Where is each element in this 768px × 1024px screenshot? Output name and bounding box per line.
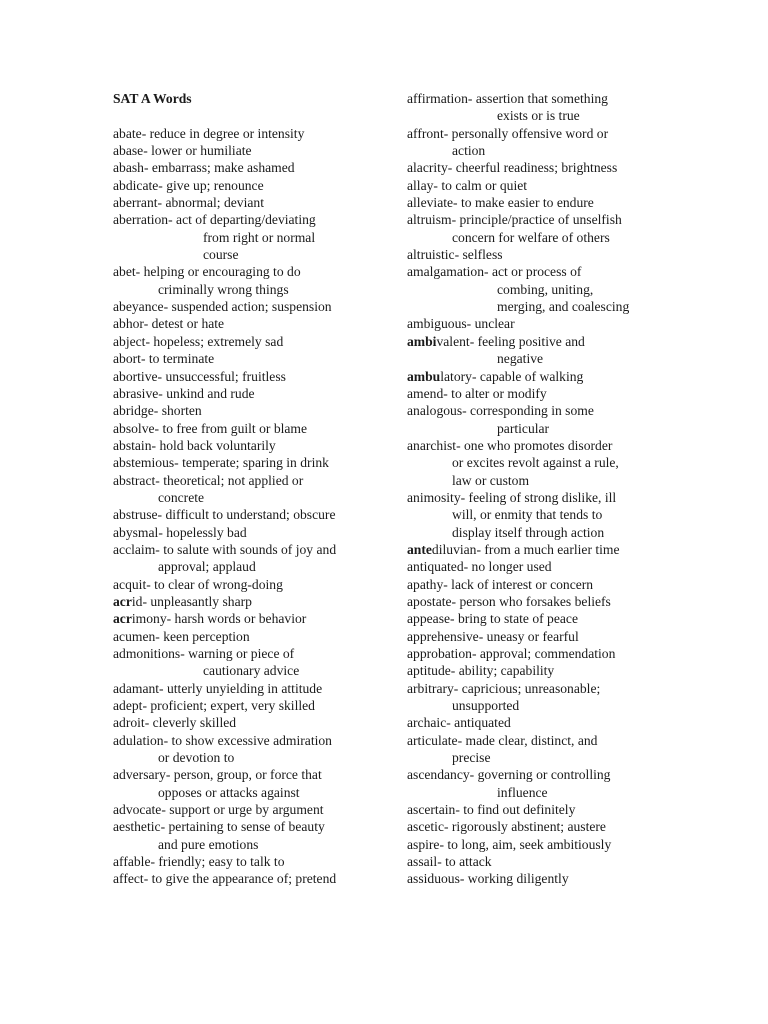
vocab-definition: - harsh words or behavior <box>166 611 307 627</box>
vocab-definition: - feeling of strong dislike, ill <box>460 489 617 505</box>
definition-continuation: or devotion to <box>158 750 235 766</box>
vocab-line <box>407 558 707 575</box>
vocab-word: adept <box>113 698 143 714</box>
vocab-word: admonitions <box>113 646 181 661</box>
vocab-line <box>113 714 388 731</box>
vocab-entry <box>407 90 707 125</box>
vocab-definition: - selfless <box>454 247 503 263</box>
vocab-line <box>113 680 388 697</box>
definition-continuation: particular <box>497 420 550 436</box>
definition-continuation: negative <box>497 351 544 367</box>
definition-continuation: approval; applaud <box>158 559 256 575</box>
vocab-line <box>407 645 707 662</box>
vocab-line <box>407 766 707 783</box>
vocab-line <box>407 211 707 228</box>
vocab-entry <box>113 125 388 142</box>
definition-continuation: concrete <box>158 489 205 505</box>
vocab-entry <box>113 159 388 176</box>
vocab-line <box>407 593 707 610</box>
vocab-word: abash <box>113 160 144 176</box>
vocab-word: archaic <box>407 715 447 731</box>
vocab-word: adamant <box>113 680 160 696</box>
vocab-word: id <box>131 593 143 609</box>
vocab-entry <box>113 541 388 576</box>
vocab-definition: - utterly unyielding in attitude <box>159 680 323 696</box>
vocab-entry <box>407 315 707 332</box>
vocab-definition: - no longer used <box>463 559 552 575</box>
vocab-line <box>113 142 388 159</box>
vocab-word: amend <box>407 385 444 401</box>
vocab-line <box>407 90 707 107</box>
vocab-word: abridge <box>113 403 154 419</box>
vocab-entry <box>113 766 388 801</box>
vocab-line <box>113 818 388 835</box>
vocab-word: affront <box>407 125 444 141</box>
vocab-entry <box>113 853 388 870</box>
vocab-definition: - unpleasantly sharp <box>142 593 252 609</box>
vocab-entry <box>407 628 707 645</box>
vocab-definition: - unsuccessful; fruitless <box>157 368 286 384</box>
vocab-word: aberrant <box>113 195 158 211</box>
vocab-word: arbitrary <box>407 680 454 696</box>
vocab-line <box>113 628 388 645</box>
vocab-entry <box>407 194 707 211</box>
vocab-line <box>407 263 707 280</box>
vocab-line <box>113 593 388 610</box>
vocab-definition: - unclear <box>466 316 515 332</box>
vocab-definition: - capricious; unreasonable; <box>453 680 601 696</box>
vocab-word: apostate <box>407 593 452 609</box>
vocab-definition: - warning or piece of <box>180 646 295 661</box>
vocab-line <box>113 610 388 627</box>
vocab-line <box>113 194 388 211</box>
vocab-entry <box>113 350 388 367</box>
vocab-entry <box>113 506 388 523</box>
definition-continuation: concern for welfare of others <box>452 229 610 245</box>
vocab-entry <box>113 385 388 402</box>
vocab-word: anarchist <box>407 437 457 453</box>
vocab-line <box>407 402 707 419</box>
vocab-entry <box>407 385 707 402</box>
definition-continuation: merging, and coalescing <box>497 299 630 315</box>
vocab-entry <box>113 870 388 887</box>
vocab-entry <box>113 680 388 697</box>
vocab-definition: - detest or hate <box>143 316 225 332</box>
vocab-word: appease <box>407 611 451 627</box>
vocab-line <box>113 541 388 558</box>
vocab-word: abstract <box>113 472 156 488</box>
vocab-word: acclaim <box>113 541 156 557</box>
vocab-word: abortive <box>113 368 158 384</box>
vocab-definition: - to terminate <box>140 351 215 367</box>
vocab-word: valent <box>436 333 470 349</box>
vocab-definition: - rigorously abstinent; austere <box>443 819 606 835</box>
vocab-entry <box>407 246 707 263</box>
vocab-line <box>113 454 388 471</box>
vocab-word: alacrity <box>407 160 448 176</box>
vocab-word: abdicate <box>113 177 159 193</box>
vocab-definition: - ability; capability <box>450 663 555 679</box>
vocab-definition: - corresponding in some <box>462 403 594 419</box>
vocab-entry <box>407 489 707 541</box>
vocab-definition: - to attack <box>437 854 492 870</box>
vocab-entry <box>113 697 388 714</box>
vocab-entry <box>407 766 707 801</box>
vocab-line <box>407 714 707 731</box>
vocab-line <box>407 801 707 818</box>
vocab-line <box>407 732 707 749</box>
word-root-bold: ante <box>407 541 432 557</box>
vocab-word: altruism <box>407 212 452 228</box>
vocab-line <box>407 870 707 887</box>
vocab-word: approbation <box>407 646 472 661</box>
vocab-entry <box>113 454 388 471</box>
vocab-word: amalgamation <box>407 264 485 280</box>
vocab-entry <box>113 263 388 298</box>
vocab-entry <box>113 818 388 853</box>
vocab-word: abeyance <box>113 299 164 315</box>
vocab-word: aesthetic <box>113 819 161 835</box>
vocab-definition: - pertaining to sense of beauty <box>160 819 325 835</box>
vocab-entry <box>407 645 707 662</box>
vocab-entry <box>113 732 388 767</box>
vocab-definition: - to make easier to endure <box>453 195 594 211</box>
vocab-definition: - lack of interest or concern <box>443 576 594 592</box>
vocab-entry <box>407 437 707 489</box>
vocab-definition: - suspended action; suspension <box>163 299 332 315</box>
vocab-entry <box>407 732 707 767</box>
vocab-line <box>407 315 707 332</box>
vocab-definition: - approval; commendation <box>471 646 616 661</box>
vocab-definition: - personally offensive word or <box>443 125 609 141</box>
vocab-word: adroit <box>113 715 145 731</box>
vocab-line <box>407 333 707 350</box>
vocab-entry <box>407 853 707 870</box>
vocab-line <box>113 437 388 454</box>
vocab-definition: - antiquated <box>446 715 511 731</box>
vocab-definition: - cleverly skilled <box>144 715 237 731</box>
vocab-definition: - support or urge by argument <box>161 802 324 818</box>
vocab-entry <box>407 333 707 368</box>
definition-continuation: or excites revolt against a rule, <box>452 455 619 471</box>
vocab-word: adulation <box>113 732 164 748</box>
vocab-line <box>113 298 388 315</box>
vocab-entry <box>113 801 388 818</box>
vocab-entry <box>113 211 388 263</box>
vocab-definition: - lower or humiliate <box>143 143 252 159</box>
vocab-definition: - give up; renounce <box>158 177 264 193</box>
definition-continuation: exists or is true <box>497 108 580 124</box>
vocab-entry <box>407 801 707 818</box>
vocab-definition: - difficult to understand; obscure <box>157 507 336 523</box>
vocab-word: acumen <box>113 628 156 644</box>
vocab-definition: - uneasy or fearful <box>478 628 579 644</box>
vocab-line <box>113 385 388 402</box>
vocab-entry <box>407 662 707 679</box>
vocab-word: abort <box>113 351 141 367</box>
definition-continuation: and pure emotions <box>158 836 259 852</box>
vocab-word: abhor <box>113 316 144 332</box>
vocab-line <box>407 489 707 506</box>
vocab-definition: - unkind and rude <box>158 385 255 401</box>
left-column <box>113 90 388 888</box>
vocab-word: aptitude <box>407 663 451 679</box>
vocab-definition: - capable of walking <box>471 368 584 384</box>
vocab-definition: - act or process of <box>484 264 582 280</box>
vocab-line <box>407 177 707 194</box>
vocab-definition: - person who forsakes beliefs <box>451 593 611 609</box>
vocab-line <box>113 402 388 419</box>
vocab-line <box>407 194 707 211</box>
vocab-line <box>113 576 388 593</box>
vocab-definition: - assertion that something <box>467 91 608 106</box>
vocab-line <box>113 368 388 385</box>
vocab-line <box>407 576 707 593</box>
vocab-definition: - hold back voluntarily <box>151 437 276 453</box>
vocab-entry <box>407 558 707 575</box>
vocab-line <box>407 368 707 385</box>
vocab-entry <box>407 870 707 887</box>
vocab-definition: - hopeless; extremely sad <box>145 333 284 349</box>
vocab-word: assiduous <box>407 871 460 887</box>
vocab-entry <box>113 142 388 159</box>
vocab-line <box>407 818 707 835</box>
vocab-line <box>113 853 388 870</box>
vocab-word: aberration <box>113 212 169 228</box>
definition-continuation: course <box>203 247 239 263</box>
vocab-entry <box>113 333 388 350</box>
vocab-word: animosity <box>407 489 461 505</box>
vocab-entry <box>407 576 707 593</box>
vocab-line <box>407 437 707 454</box>
vocab-word: diluvian <box>431 541 477 557</box>
vocab-definition: - to show excessive admiration <box>163 732 332 748</box>
vocab-definition: - keen perception <box>155 628 250 644</box>
definition-continuation: will, or enmity that tends to <box>452 507 603 523</box>
vocab-line <box>113 177 388 194</box>
vocab-definition: - to find out definitely <box>455 802 576 818</box>
vocab-word: affable <box>113 854 151 870</box>
vocab-definition: - friendly; easy to talk to <box>150 854 285 870</box>
vocab-line <box>113 333 388 350</box>
vocab-line <box>113 125 388 142</box>
vocab-word: apathy <box>407 576 444 592</box>
vocab-definition: - cheerful readiness; brightness <box>447 160 618 176</box>
vocab-entry <box>407 818 707 835</box>
vocab-word: ascetic <box>407 819 444 835</box>
definition-continuation: law or custom <box>452 472 530 488</box>
vocab-word: affect <box>113 871 144 887</box>
vocab-word: ascertain <box>407 802 456 818</box>
vocab-definition: - reduce in degree or intensity <box>141 125 305 141</box>
vocab-entry <box>113 714 388 731</box>
definition-continuation: cautionary advice <box>203 663 300 679</box>
vocab-word: ambiguous <box>407 316 467 332</box>
vocab-line <box>407 541 707 558</box>
vocab-word: alleviate <box>407 195 454 211</box>
vocab-definition: - abnormal; deviant <box>157 195 264 211</box>
definition-continuation: influence <box>497 784 548 800</box>
vocab-definition: - to salute with sounds of joy and <box>155 541 337 557</box>
vocab-word: articulate <box>407 732 458 748</box>
vocab-line <box>407 125 707 142</box>
vocab-entry <box>113 420 388 437</box>
vocab-line <box>407 662 707 679</box>
vocab-word: abstruse <box>113 507 158 523</box>
vocab-line <box>113 211 388 228</box>
vocab-definition: - act of departing/deviating <box>168 212 316 228</box>
vocab-word: abysmal <box>113 524 159 540</box>
vocab-word: affirmation <box>407 91 468 106</box>
word-root-bold: acr <box>113 611 132 627</box>
vocab-definition: - embarrass; make ashamed <box>143 160 295 176</box>
vocab-definition: - proficient; expert, very skilled <box>142 698 315 714</box>
vocab-line <box>113 420 388 437</box>
vocab-definition: - one who promotes disorder <box>456 437 613 453</box>
vocab-definition: - governing or controlling <box>469 767 611 783</box>
vocab-entry <box>407 125 707 160</box>
vocab-word: ascendancy <box>407 767 470 783</box>
vocab-entry <box>113 315 388 332</box>
vocab-entry <box>113 524 388 541</box>
vocab-definition: - temperate; sparing in drink <box>174 455 329 471</box>
vocab-entry <box>407 836 707 853</box>
vocab-word: adversary <box>113 767 166 783</box>
right-column <box>407 90 707 888</box>
vocab-definition: - to alter or modify <box>443 385 547 401</box>
vocab-word: aspire <box>407 836 440 852</box>
definition-continuation: action <box>452 143 486 159</box>
vocab-word: abstain <box>113 437 152 453</box>
vocab-definition: - made clear, distinct, and <box>457 732 598 748</box>
vocab-line <box>407 836 707 853</box>
vocab-entry <box>113 402 388 419</box>
vocab-line <box>407 246 707 263</box>
vocab-definition: - theoretical; not applied or <box>155 472 304 488</box>
definition-continuation: combing, uniting, <box>497 281 594 297</box>
vocab-entry <box>407 263 707 315</box>
vocab-word: assail <box>407 854 438 870</box>
vocab-entry <box>113 194 388 211</box>
vocab-line <box>113 697 388 714</box>
word-root-bold: acr <box>113 593 132 609</box>
definition-continuation: display itself through action <box>452 524 605 540</box>
vocab-word: allay <box>407 177 434 193</box>
vocab-definition: - hopelessly bad <box>158 524 247 540</box>
vocab-line <box>113 766 388 783</box>
vocab-line <box>407 680 707 697</box>
vocab-entry <box>113 593 388 610</box>
vocab-definition: - helping or encouraging to do <box>135 264 301 280</box>
vocab-word: abet <box>113 264 136 280</box>
vocab-word: altruistic <box>407 247 455 263</box>
vocab-definition: - to clear of wrong-doing <box>146 576 283 592</box>
vocab-definition: - to long, aim, seek ambitiously <box>439 836 612 852</box>
vocab-line <box>407 159 707 176</box>
vocab-line <box>113 524 388 541</box>
vocab-line <box>113 263 388 280</box>
vocab-entry <box>113 437 388 454</box>
definition-continuation: unsupported <box>452 698 520 714</box>
vocab-word: abate <box>113 125 142 141</box>
vocab-line <box>113 472 388 489</box>
vocab-entry <box>407 714 707 731</box>
vocab-entry <box>113 298 388 315</box>
vocab-definition: - principle/practice of unselfish <box>451 212 622 228</box>
vocab-entry <box>407 402 707 437</box>
document-title: SAT A Words <box>113 91 192 106</box>
vocab-word: abase <box>113 143 144 159</box>
definition-continuation: precise <box>452 750 491 766</box>
vocab-definition: - to calm or quiet <box>433 177 528 193</box>
vocab-entry <box>407 159 707 176</box>
vocab-word: abstemious <box>113 455 175 471</box>
vocab-line <box>113 870 388 887</box>
vocab-entry <box>407 680 707 715</box>
vocab-entry <box>113 472 388 507</box>
vocab-entry <box>113 628 388 645</box>
vocab-line <box>113 732 388 749</box>
vocab-entry <box>113 610 388 627</box>
vocab-entry <box>407 368 707 385</box>
vocab-entry <box>407 211 707 246</box>
word-root-bold: ambu <box>407 368 441 384</box>
vocab-word: latory <box>440 368 472 384</box>
vocab-entry <box>407 541 707 558</box>
vocab-line <box>113 801 388 818</box>
vocab-word: advocate <box>113 802 162 818</box>
vocab-entry <box>407 610 707 627</box>
vocab-definition: - from a much earlier time <box>476 541 620 557</box>
vocab-line <box>113 159 388 176</box>
vocab-definition: - feeling positive and <box>469 333 585 349</box>
vocab-line <box>407 385 707 402</box>
vocab-entry <box>113 177 388 194</box>
vocab-definition: - person, group, or force that <box>165 767 322 783</box>
vocab-entry <box>407 593 707 610</box>
vocab-entry <box>113 368 388 385</box>
vocab-word: abject <box>113 333 146 349</box>
vocab-line <box>407 610 707 627</box>
vocab-definition: - shorten <box>153 403 202 419</box>
vocab-entry <box>113 576 388 593</box>
vocab-definition: - working diligently <box>459 871 569 887</box>
vocab-entry <box>113 645 388 680</box>
vocab-line <box>113 315 388 332</box>
vocab-word: absolve <box>113 420 155 436</box>
definition-continuation: opposes or attacks against <box>158 784 300 800</box>
vocab-line <box>113 645 388 662</box>
vocab-line <box>113 506 388 523</box>
vocab-word: abrasive <box>113 385 159 401</box>
definition-continuation: criminally wrong things <box>158 281 289 297</box>
vocab-word: antiquated <box>407 559 464 575</box>
vocab-definition: - bring to state of peace <box>450 611 578 627</box>
vocab-entry <box>407 177 707 194</box>
vocab-line <box>407 853 707 870</box>
word-root-bold: ambi <box>407 333 437 349</box>
vocab-word: apprehensive <box>407 628 479 644</box>
vocab-line <box>113 350 388 367</box>
vocab-definition: - to free from guilt or blame <box>154 420 308 436</box>
vocab-line <box>407 628 707 645</box>
vocab-definition: - to give the appearance of; pretend <box>143 871 337 887</box>
vocab-word: acquit <box>113 576 147 592</box>
definition-continuation: from right or normal <box>203 229 316 245</box>
vocab-word: analogous <box>407 403 463 419</box>
vocab-word: imony <box>131 611 167 627</box>
